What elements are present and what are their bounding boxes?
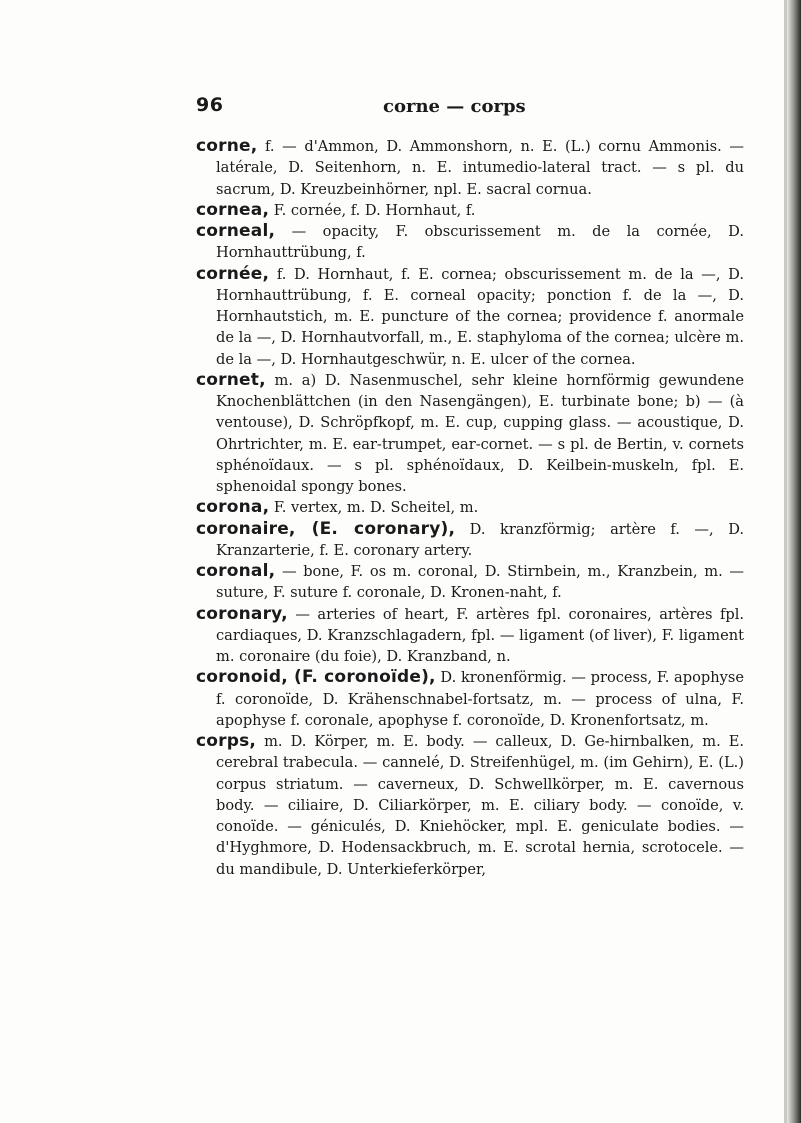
headword: cornée, [196,263,270,284]
page-binding-edge [787,0,801,1123]
entry-corona [196,497,744,518]
headword: corps, [196,731,257,751]
entry-text: F. vertex, m. D. Scheitel, m. [273,499,479,517]
headword: coronal, [196,561,276,581]
entry-cornea [196,200,744,221]
headword: coronary, [196,603,288,624]
entry-coronoid [196,667,744,731]
entry-text: m. a) D. Nasenmuschel, sehr kleine hornförmig gewundene Knochenblättchen (in den Nasengängen), E. turbinate bone; b) — (à ventouse), D. Schröpfkopf, m. E. cup, cupping glass. — acoustique, D. Ohrtrichter, m. E. ear-trumpet, ear-cornet. — s pl. de Bertin, v. cornets sphénoïdaux. — s pl. sphénoïdaux, D. Keilbein-muskeln, fpl. E. sphenoidal spongy bones. [216,371,744,495]
entry-text: m. D. Körper, m. E. body. — calleux, D. Ge-hirnbalken, m. E. cerebral trabecula. — cannelé, D. Streifenhügel, m. (im Gehirn), E. (L.) corpus striatum. — caverneux, D. Schwellkörper, m. E. cavernous body. — ciliaire, D. Ciliarkörper, m. E. ciliary body. — conoïde, v. conoïde. — géniculés, D. Kniehöcker, mpl. E. geniculate bodies. — d'Hyghmore, D. Hodensackbruch, m. E. scrotal hernia, scrotocele. — du mandibule, D. Unterkieferkörper, [216,733,744,878]
entry-text: f. D. Hornhaut, f. E. cornea; obscurissement m. de la —, D. Hornhauttrübung, f. E. corneal opacity; ponction f. de la —, D. Hornhautstich, m. E. puncture of the cornea; providence f. anormale de la —, D. Hornhautvorfall, m., E. staphyloma of the cornea; ulcère m. de la —, D. Hornhautgeschwür, n. E. ulcer of the cornea. [216,265,744,368]
entry-text: D. kranzförmig; artère f. —, D. Kranzarterie, f. E. coronary artery. [216,520,745,559]
entry-coronary [196,604,744,668]
headword: coronaire, (E. coronary), [196,518,456,539]
entry-text: F. cornée, f. D. Hornhaut, f. [273,201,476,219]
entry-corps [196,731,744,880]
entry-text: f. — d'Ammon, D. Ammonshorn, n. E. (L.) cornu Ammonis. — latérale, D. Seitenhorn, n. E. intumedio-lateral tract. — s pl. du sacrum, D. Kreuzbeinhörner, npl. E. sacral cornua. [216,138,744,198]
entry-text: — arteries of heart, F. artères fpl. coronaires, artères fpl. cardiaques, D. Kranzschlagadern, fpl. — ligament (of liver), F. ligament m. coronaire (du foie), D. Kranzband, n. [216,605,745,665]
headword: corneal, [196,221,276,241]
headword: coronoid, (F. coronoïde), [196,667,436,688]
headword: corona, [196,497,270,518]
headword: cornea, [196,199,270,220]
headword: corne, [196,136,258,156]
entry-text: — opacity, F. obscurissement m. de la cornée, D. Hornhauttrübung, f. [216,223,744,262]
entry-text: — bone, F. os m. coronal, D. Stirnbein, m., Kranzbein, m. — suture, F. suture f. coronale, D. Kronen-naht, f. [216,563,744,602]
entry-list [196,136,744,880]
entry-coronaire [196,519,744,562]
entry-corne [196,136,744,200]
entry-text: D. kronenförmig. — process, F. apophyse f. coronoïde, D. Krähenschnabel-fortsatz, m. — process of ulna, F. apophyse f. coronale, apophyse f. coronoïde, D. Kronenfortsatz, m. [216,669,744,729]
headword: cornet, [196,369,266,390]
page-number: 96 [196,94,224,116]
entry-corneal [196,221,744,264]
entry-cornee [196,264,744,370]
entry-cornet [196,370,744,498]
running-head: corne — corps [383,96,526,117]
entry-coronal [196,561,744,604]
